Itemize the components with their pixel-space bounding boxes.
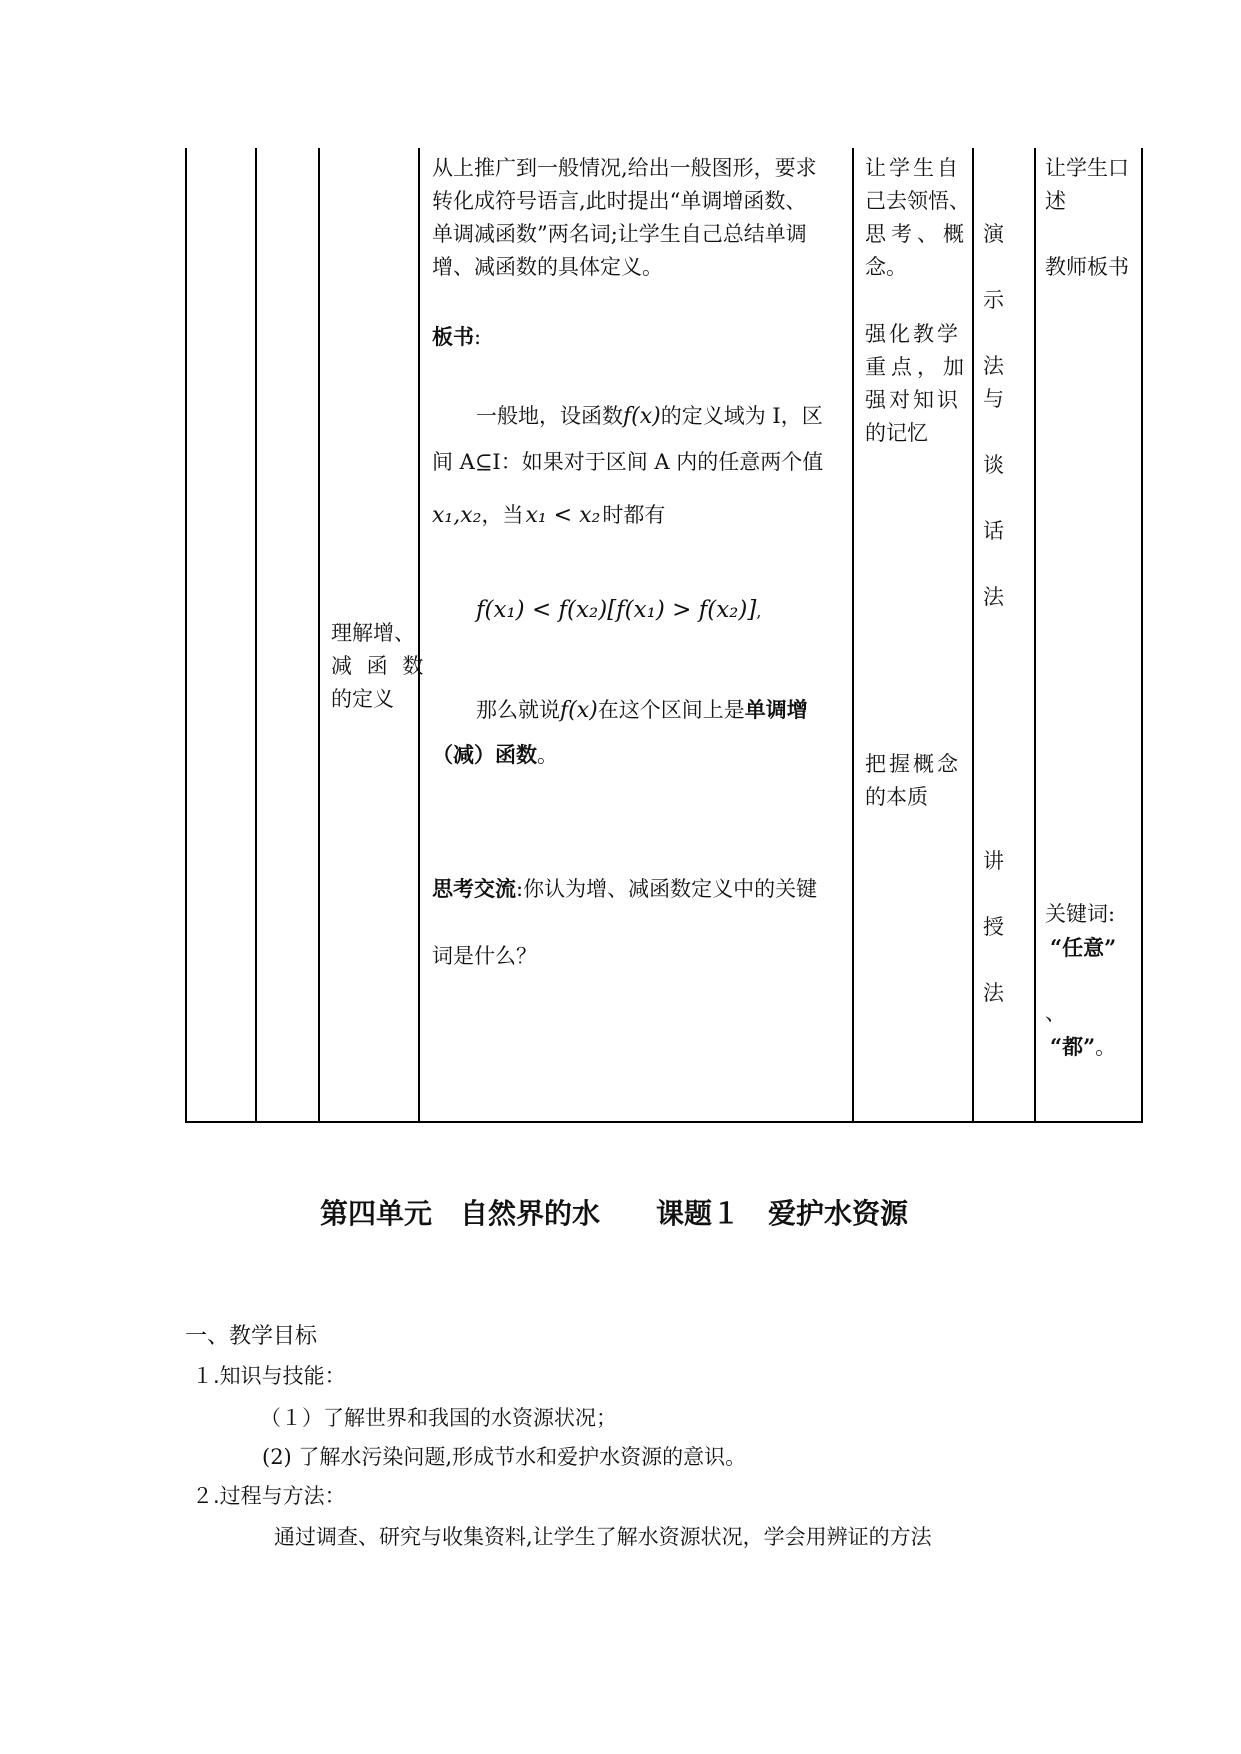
table-border-left: [185, 148, 187, 1123]
conclusion-text: 在这个区间上是: [597, 698, 745, 722]
intent-line: 强对知识: [865, 388, 961, 412]
definition-line: 间 A⊆I：如果对于区间 A 内的任意两个值: [432, 450, 824, 474]
monotonic-term: 单调增: [744, 697, 808, 722]
keyword-separator: 、: [1045, 1001, 1066, 1025]
unit-heading: 第四单元 自然界的水 课题１ 爱护水资源: [320, 1197, 909, 1230]
intent-line: 己去领悟、: [865, 189, 970, 213]
objective-line: 减 函 数: [331, 654, 428, 678]
definition-text: 时都有: [602, 503, 666, 527]
function-symbol: f(x): [623, 404, 661, 429]
method-char: 示: [983, 288, 1004, 312]
monotonic-term: （减）函数: [432, 742, 537, 767]
method-char: 与: [983, 387, 1004, 411]
conclusion-line: [432, 738, 558, 772]
subsection-title: １.知识与技能：: [192, 1364, 346, 1388]
keyword-item: “任意”: [1050, 935, 1117, 960]
method-char: 谈: [983, 453, 1004, 477]
content-line: 增、减函数的具体定义。: [432, 255, 663, 279]
function-symbol: f(x): [560, 698, 598, 723]
note-line: 让学生口: [1045, 156, 1129, 180]
think-exchange-text: :你认为增、减函数定义中的关键: [516, 877, 818, 901]
variables-symbol: x₁,x₂: [432, 503, 482, 528]
condition-symbol: x₁ < x₂: [525, 503, 601, 528]
intent-line: 的本质: [865, 785, 928, 809]
board-colon: :: [474, 325, 482, 349]
content-line: 转化成符号语言,此时提出“单调增函数、: [432, 189, 807, 213]
subsection-title: ２.过程与方法：: [192, 1484, 346, 1508]
keyword-line: [1050, 1030, 1116, 1064]
intent-line: 思考、概: [865, 222, 969, 246]
conclusion-end: 。: [537, 743, 558, 767]
definition-line: [432, 499, 665, 532]
keyword-label: 关键词:: [1045, 902, 1116, 926]
definition-text: ，当: [481, 503, 524, 527]
table-border-bottom: [185, 1121, 1143, 1123]
think-exchange-label: 思考交流: [432, 876, 516, 901]
table-column-divider: [418, 148, 420, 1123]
content-line: 从上推广到一般情况,给出一般图形，要求: [432, 156, 817, 180]
table-column-divider: [1034, 148, 1036, 1123]
objective-item: (2) 了解水污染问题,形成节水和爱护水资源的意识。: [262, 1445, 747, 1469]
table-border-right: [1141, 148, 1143, 1123]
keyword-end: 。: [1095, 1035, 1117, 1059]
intent-line: 重点，加: [865, 355, 969, 379]
board-label-text: 板书: [432, 324, 474, 349]
formula-expression: f(x₁) < f(x₂)[f(x₁) > f(x₂)]: [476, 597, 757, 623]
intent-line: 念。: [865, 255, 907, 279]
definition-line: [476, 400, 823, 433]
method-char: 法: [983, 354, 1004, 378]
definition-text: 的定义域为 I，区: [660, 404, 823, 428]
method-char: 法: [983, 585, 1004, 609]
table-column-divider: [972, 148, 974, 1123]
objective-item: （１）了解世界和我国的水资源状况；: [260, 1406, 617, 1430]
keyword-item: “都”: [1050, 1034, 1096, 1059]
table-column-divider: [852, 148, 854, 1123]
method-char: 演: [983, 222, 1004, 246]
board-label: [432, 320, 481, 354]
intent-line: 强化教学: [865, 322, 961, 346]
think-exchange-line: [432, 872, 817, 906]
formula: [476, 594, 761, 628]
intent-line: 让学生自: [865, 156, 961, 180]
objective-line: 理解增、: [331, 621, 415, 645]
method-char: 讲: [983, 849, 1004, 873]
intent-line: 把握概念: [865, 752, 961, 776]
conclusion-text: 那么就说: [476, 698, 560, 722]
conclusion-line: [476, 693, 808, 727]
section-title: 一、教学目标: [185, 1324, 318, 1349]
table-column-divider: [318, 148, 320, 1123]
content-line: 单调减函数”两名词;让学生自己总结单调: [432, 222, 807, 246]
method-char: 话: [983, 519, 1004, 543]
method-char: 法: [983, 981, 1004, 1005]
objective-line: 的定义: [331, 687, 394, 711]
method-char: 授: [983, 915, 1004, 939]
intent-line: 的记忆: [865, 421, 928, 445]
table-column-divider: [255, 148, 257, 1123]
note-line: 教师板书: [1045, 255, 1129, 279]
definition-text: 一般地，设函数: [476, 404, 623, 428]
formula-comma: ,: [756, 602, 762, 621]
objective-item: 通过调查、研究与收集资料,让学生了解水资源状况，学会用辨证的方法: [274, 1525, 932, 1549]
think-exchange-line: 词是什么？: [432, 944, 537, 968]
note-line: 述: [1045, 189, 1066, 213]
